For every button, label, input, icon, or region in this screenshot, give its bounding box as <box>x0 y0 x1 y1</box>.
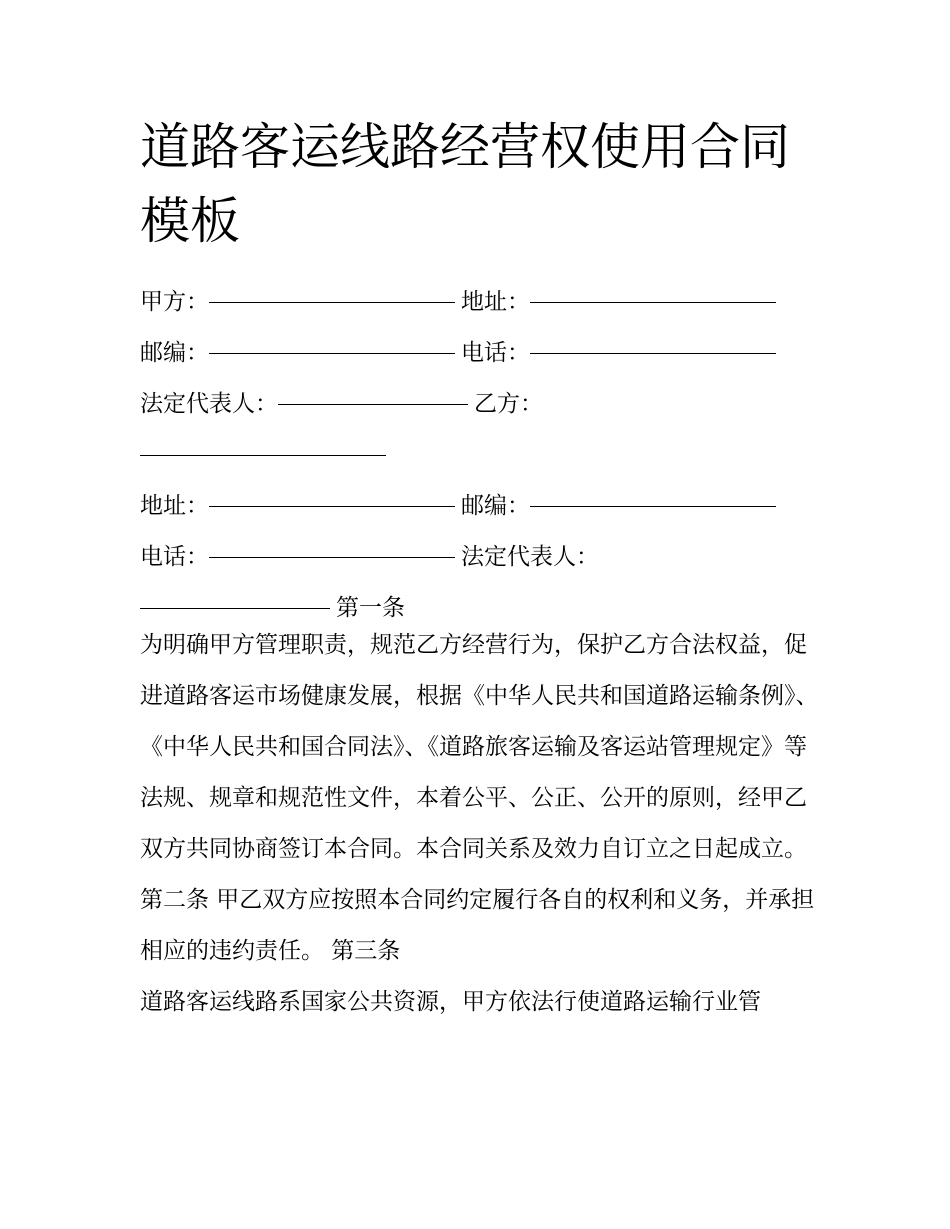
legal-rep-blank-1[interactable] <box>278 372 468 405</box>
address-label-2: 地址： <box>140 493 209 519</box>
party-a-label: 甲方： <box>140 289 209 315</box>
legal-rep-label-1: 法定代表人： <box>140 391 278 417</box>
field-row-party-b-blank <box>140 429 820 480</box>
legal-rep-label-2: 法定代表人： <box>461 544 599 570</box>
phone-label-2: 电话： <box>140 544 209 570</box>
field-row-legal-rep-party-b <box>140 378 820 429</box>
party-b-label: 乙方： <box>474 391 543 417</box>
address-blank-2[interactable] <box>209 474 455 507</box>
postcode-blank-2[interactable] <box>530 474 776 507</box>
phone-blank-1[interactable] <box>530 321 776 354</box>
party-a-blank[interactable] <box>209 270 455 303</box>
field-row-phone-legal-rep-2 <box>140 531 820 582</box>
contract-body <box>140 620 820 1028</box>
postcode-label-2: 邮编： <box>461 493 530 519</box>
field-row-address-postcode-2 <box>140 480 820 531</box>
party-b-blank[interactable] <box>140 423 386 456</box>
legal-rep-blank-2[interactable] <box>140 576 330 609</box>
phone-blank-2[interactable] <box>209 525 455 558</box>
postcode-label-1: 邮编： <box>140 340 209 366</box>
postcode-blank-1[interactable] <box>209 321 455 354</box>
title-line-1: 道路客运线路经营权使用合同 <box>140 118 790 176</box>
field-row-postcode-phone-1 <box>140 327 820 378</box>
article3-paragraph: 道路客运线路系国家公共资源，甲方依法行使道路运输行业管 <box>140 989 761 1015</box>
address-blank-1[interactable] <box>530 270 776 303</box>
document-title <box>140 110 820 258</box>
article1-paragraph: 为明确甲方管理职责，规范乙方经营行为，保护乙方合法权益，促进道路客运市场健康发展，根据《中华人民共和国道路运输条例》、《中华人民共和国合同法》、《道路旅客运输及客运站管理规定》等法规、规章和规范性文件，本着公平、公正、公开的原则，经甲乙双方共同协商签订本合同。本合同关系及效力自订立之日起成立。 <box>140 632 819 862</box>
article2-paragraph: 第二条 甲乙双方应按照本合同约定履行各自的权利和义务，并承担相应的违约责任。 第三条 <box>140 887 815 964</box>
party-info-fields <box>140 276 820 633</box>
title-line-2: 模板 <box>140 192 240 250</box>
address-label-1: 地址： <box>461 289 530 315</box>
field-row-party-a <box>140 276 820 327</box>
article1-heading: 第一条 <box>336 595 405 621</box>
phone-label-1: 电话： <box>461 340 530 366</box>
